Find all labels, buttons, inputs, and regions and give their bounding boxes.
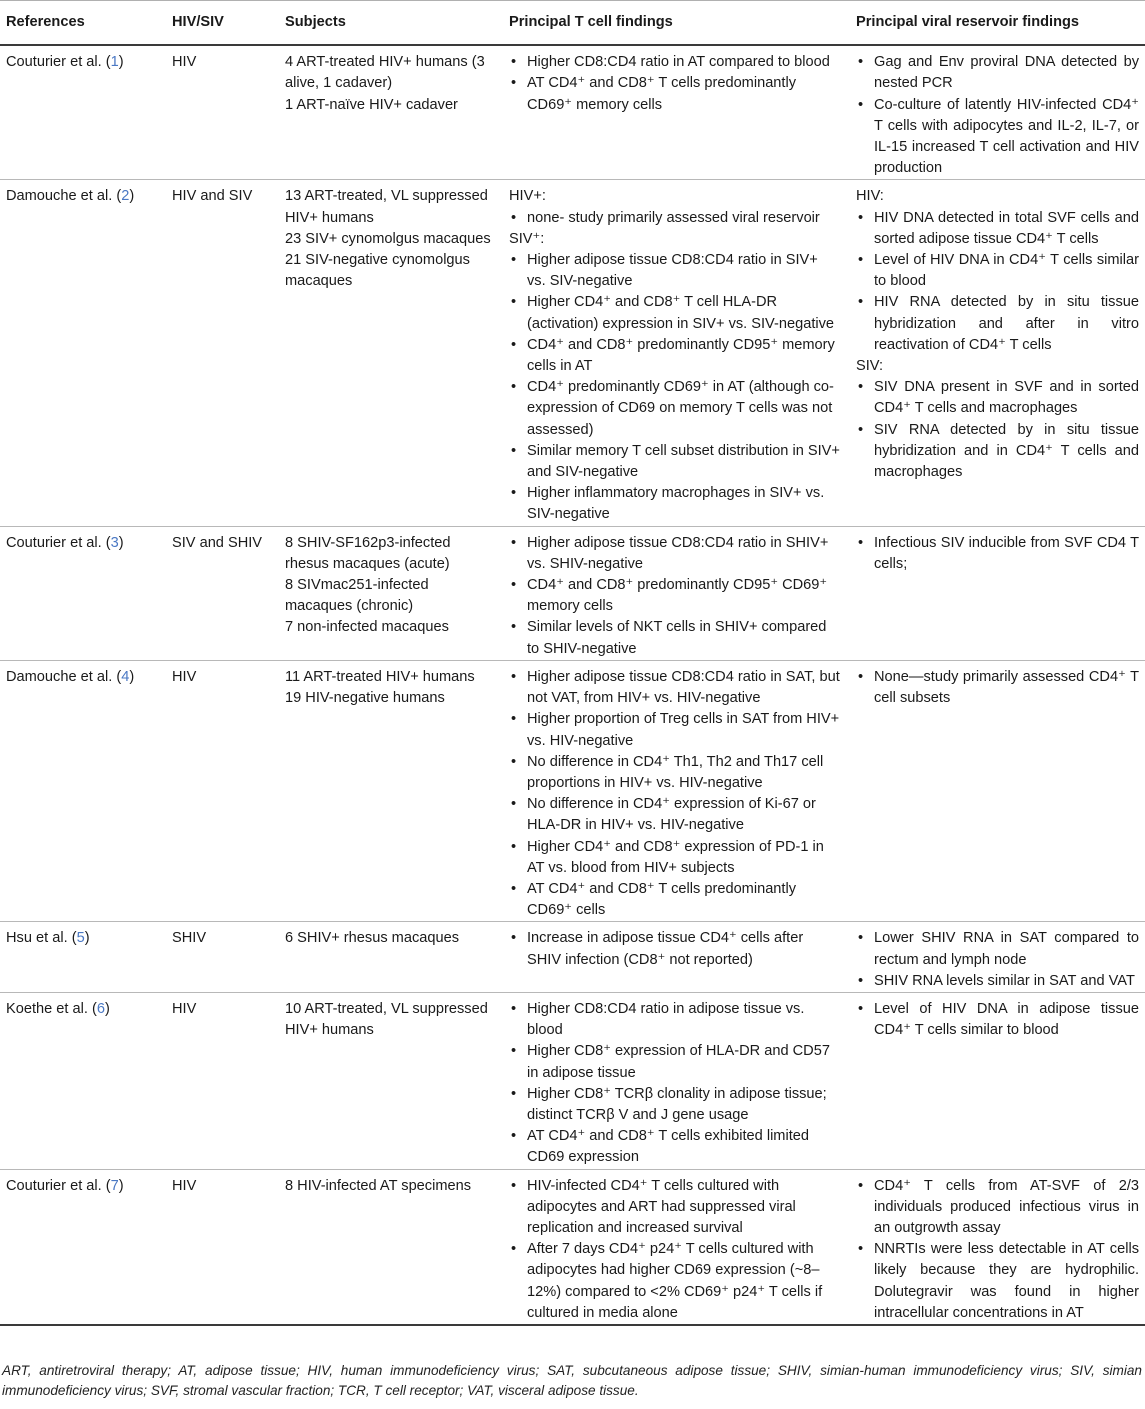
finding-item: • AT CD4⁺ and CD8⁺ T cells predominantly CD69⁺ cells (509, 879, 840, 921)
reference-cell (0, 922, 166, 993)
reservoir-findings-cell (846, 922, 1145, 993)
finding-item: • After 7 days CD4⁺ p24⁺ T cells cultured with adipocytes had higher CD69 expression (~8–12%) compared to <2% CD69⁺ p24⁺ T cells if cultured in media alone (509, 1239, 840, 1324)
findings-list (856, 533, 1139, 575)
subjects-cell (279, 922, 501, 993)
reference-author: Hsu et al. ( (6, 930, 77, 947)
reference-author: Damouche et al. ( (6, 668, 122, 685)
finding-item: • SIV DNA present in SVF and in sorted CD4⁺ T cells and macrophages (856, 377, 1139, 419)
table-row (0, 922, 1145, 993)
table-row (0, 45, 1145, 180)
finding-item: • HIV-infected CD4⁺ T cells cultured with adipocytes and ART had suppressed viral replication and increased survival (509, 1176, 840, 1240)
finding-item: • Level of HIV DNA in CD4⁺ T cells similar to blood (856, 250, 1139, 292)
finding-item: • Higher CD4⁺ and CD8⁺ T cell HLA-DR (activation) expression in SIV+ vs. SIV-negative (509, 292, 840, 334)
reference-author: Koethe et al. ( (6, 1000, 97, 1017)
finding-item: • AT CD4⁺ and CD8⁺ T cells predominantly CD69⁺ memory cells (509, 73, 840, 115)
findings-list (509, 1176, 840, 1324)
table-row (0, 180, 1145, 526)
findings-list (856, 999, 1139, 1041)
findings-list (509, 533, 840, 660)
finding-item: • Lower SHIV RNA in SAT compared to rectum and lymph node (856, 928, 1139, 970)
subjects-cell (279, 45, 501, 180)
finding-item: • Co-culture of latently HIV-infected CD4⁺ T cells with adipocytes and IL-2, IL-7, or IL-15 increased T cell activation and HIV production (856, 95, 1139, 180)
table-header (0, 1, 1145, 46)
finding-item: • No difference in CD4⁺ expression of Ki-67 or HLA-DR in HIV+ vs. HIV-negative (509, 794, 840, 836)
subject-line: 7 non-infected macaques (285, 619, 449, 636)
finding-item: • Level of HIV DNA in adipose tissue CD4⁺ T cells similar to blood (856, 999, 1139, 1041)
virus-cell: HIV (166, 45, 279, 180)
subject-line: 11 ART-treated HIV+ humans (285, 668, 475, 685)
table-row (0, 660, 1145, 921)
finding-item: • HIV DNA detected in total SVF cells and sorted adipose tissue CD4⁺ T cells (856, 208, 1139, 250)
finding-item: • Higher CD8:CD4 ratio in AT compared to blood (509, 52, 840, 73)
reference-cell (0, 526, 166, 660)
header-reservoir-findings: Principal viral reservoir findings (846, 1, 1145, 46)
finding-item: • Higher adipose tissue CD8:CD4 ratio in SIV+ vs. SIV-negative (509, 250, 840, 292)
finding-item: • Higher proportion of Treg cells in SAT from HIV+ vs. HIV-negative (509, 709, 840, 751)
reference-close: ) (118, 534, 124, 551)
finding-item: • none- study primarily assessed viral reservoir (509, 208, 840, 229)
subjects-cell (279, 526, 501, 660)
findings-list (509, 250, 840, 526)
reference-link[interactable]: 7 (110, 1177, 119, 1194)
subject-line: 19 HIV-negative humans (285, 690, 445, 707)
subject-line: 13 ART-treated, VL suppressed HIV+ humans (285, 188, 488, 226)
finding-item: • SIV RNA detected by in situ tissue hybridization and in CD4⁺ T cells and macrophages (856, 420, 1139, 484)
header-row (0, 1, 1145, 46)
reference-close: ) (118, 54, 124, 71)
finding-item: • Higher adipose tissue CD8:CD4 ratio in SHIV+ vs. SHIV-negative (509, 533, 840, 575)
subject-line: 1 ART-naïve HIV+ cadaver (285, 96, 458, 113)
finding-item: • HIV RNA detected by in situ tissue hybridization and after in vitro reactivation of CD4⁺ T cells (856, 292, 1139, 356)
t-cell-findings-cell (501, 922, 846, 993)
subjects-cell (279, 992, 501, 1169)
finding-item: • Infectious SIV inducible from SVF CD4 T cells; (856, 533, 1139, 575)
findings-list (856, 208, 1139, 356)
header-subjects: Subjects (279, 1, 501, 46)
reference-author: Couturier et al. ( (6, 1177, 111, 1194)
reference-cell (0, 45, 166, 180)
finding-item: • CD4⁺ predominantly CD69⁺ in AT (although co-expression of CD69 on memory T cells was not assessed) (509, 377, 840, 441)
finding-item: • AT CD4⁺ and CD8⁺ T cells exhibited limited CD69 expression (509, 1126, 840, 1168)
subject-line: 8 HIV-infected AT specimens (285, 1177, 472, 1194)
findings-list (856, 377, 1139, 483)
reservoir-findings-cell (846, 992, 1145, 1169)
t-cell-findings-cell (501, 992, 846, 1169)
t-cell-findings-cell (501, 660, 846, 921)
reservoir-findings-cell (846, 45, 1145, 180)
finding-item: • None—study primarily assessed CD4⁺ T cell subsets (856, 667, 1139, 709)
virus-cell: HIV (166, 660, 279, 921)
subjects-cell (279, 1169, 501, 1325)
subject-line: 8 SIVmac251-infected macaques (chronic) (285, 577, 429, 615)
reference-close: ) (129, 188, 135, 205)
finding-item: • Higher CD8⁺ expression of HLA-DR and CD57 in adipose tissue (509, 1041, 840, 1083)
reference-link[interactable]: 2 (121, 188, 130, 205)
virus-cell: HIV (166, 992, 279, 1169)
reference-close: ) (84, 930, 90, 947)
finding-item: • No difference in CD4⁺ Th1, Th2 and Th17 cell proportions in HIV+ vs. HIV-negative (509, 752, 840, 794)
subject-line: 8 SHIV-SF162p3-infected rhesus macaques (acute) (285, 534, 451, 572)
reference-link[interactable]: 3 (110, 534, 119, 551)
virus-cell: SIV and SHIV (166, 526, 279, 660)
findings-list (856, 928, 1139, 992)
t-cell-findings-cell (501, 45, 846, 180)
finding-item: • Higher adipose tissue CD8:CD4 ratio in SAT, but not VAT, from HIV+ vs. HIV-negative (509, 667, 840, 709)
group-label: SIV: (856, 358, 884, 375)
finding-item: • Similar memory T cell subset distribution in SIV+ and SIV-negative (509, 441, 840, 483)
group-label: HIV: (856, 188, 884, 205)
subject-line: 23 SIV+ cynomolgus macaques (285, 230, 491, 247)
findings-list (856, 667, 1139, 709)
finding-item: • Gag and Env proviral DNA detected by nested PCR (856, 52, 1139, 94)
findings-list (509, 208, 840, 229)
finding-item: • Higher inflammatory macrophages in SIV+ vs. SIV-negative (509, 483, 840, 525)
finding-item: • CD4⁺ and CD8⁺ predominantly CD95⁺ memory cells in AT (509, 335, 840, 377)
header-hiv-siv: HIV/SIV (166, 1, 279, 46)
reference-close: ) (129, 668, 135, 685)
findings-list (856, 1176, 1139, 1324)
reference-cell (0, 660, 166, 921)
finding-item: • CD4⁺ and CD8⁺ predominantly CD95⁺ CD69⁺ memory cells (509, 575, 840, 617)
subject-line: 4 ART-treated HIV+ humans (3 alive, 1 cadaver) (285, 54, 485, 92)
finding-item: • Similar levels of NKT cells in SHIV+ compared to SHIV-negative (509, 617, 840, 659)
subjects-cell (279, 180, 501, 526)
virus-cell: HIV (166, 1169, 279, 1325)
reference-close: ) (105, 1000, 110, 1017)
finding-item: • Higher CD8:CD4 ratio in adipose tissue vs. blood (509, 999, 840, 1041)
group-label: HIV+: (509, 188, 546, 205)
finding-item: • Higher CD8⁺ TCRβ clonality in adipose tissue; distinct TCRβ V and J gene usage (509, 1084, 840, 1126)
table-body (0, 45, 1145, 1325)
findings-list (509, 667, 840, 921)
subject-line: 6 SHIV+ rhesus macaques (285, 930, 459, 947)
reference-cell (0, 1169, 166, 1325)
reference-link[interactable]: 6 (96, 1000, 105, 1017)
finding-item: • NNRTIs were less detectable in AT cells likely because they are hydrophilic. Dolutegravir was found in higher intracellular concentrations in AT (856, 1239, 1139, 1324)
reference-author: Couturier et al. ( (6, 534, 111, 551)
findings-list (856, 52, 1139, 179)
subjects-cell (279, 660, 501, 921)
group-label: SIV⁺: (509, 230, 545, 247)
reference-cell (0, 180, 166, 526)
table-footnote: ART, antiretroviral therapy; AT, adipose tissue; HIV, human immunodeficiency virus; SAT, subcutaneous adipose tissue; SHIV, simian-human immunodeficiency virus; SIV, simian immunodeficiency virus; SVF, stromal vascular fraction; TCR, T cell receptor; VAT, visceral adipose tissue. (2, 1363, 1142, 1398)
header-references: References (0, 1, 166, 46)
reservoir-findings-cell (846, 660, 1145, 921)
reference-link[interactable]: 4 (121, 668, 130, 685)
findings-list (509, 52, 840, 116)
finding-item: • Higher CD4⁺ and CD8⁺ expression of PD-1 in AT vs. blood from HIV+ subjects (509, 837, 840, 879)
reference-author: Couturier et al. ( (6, 54, 111, 71)
reference-link[interactable]: 1 (110, 54, 119, 71)
findings-list (509, 928, 840, 970)
reference-cell (0, 992, 166, 1169)
reservoir-findings-cell (846, 180, 1145, 526)
t-cell-findings-cell (501, 1169, 846, 1325)
subject-line: 21 SIV-negative cynomolgus macaques (285, 252, 470, 290)
reference-author: Damouche et al. ( (6, 188, 122, 205)
t-cell-findings-cell (501, 526, 846, 660)
finding-item: • CD4⁺ T cells from AT-SVF of 2/3 individuals produced infectious virus in an outgrowth assay (856, 1176, 1139, 1240)
finding-item: • SHIV RNA levels similar in SAT and VAT (856, 971, 1139, 992)
table-row (0, 992, 1145, 1169)
reservoir-findings-cell (846, 526, 1145, 660)
t-cell-findings-cell (501, 180, 846, 526)
virus-cell: HIV and SIV (166, 180, 279, 526)
table-row (0, 526, 1145, 660)
reference-close: ) (118, 1177, 124, 1194)
reference-link[interactable]: 5 (76, 930, 85, 947)
subject-line: 10 ART-treated, VL suppressed HIV+ humans (285, 1000, 488, 1039)
table-row (0, 1169, 1145, 1325)
virus-cell: SHIV (166, 922, 279, 993)
finding-item: • Increase in adipose tissue CD4⁺ cells after SHIV infection (CD8⁺ not reported) (509, 928, 840, 970)
findings-list (509, 999, 840, 1169)
header-t-cell-findings: Principal T cell findings (501, 1, 846, 46)
reservoir-findings-cell (846, 1169, 1145, 1325)
